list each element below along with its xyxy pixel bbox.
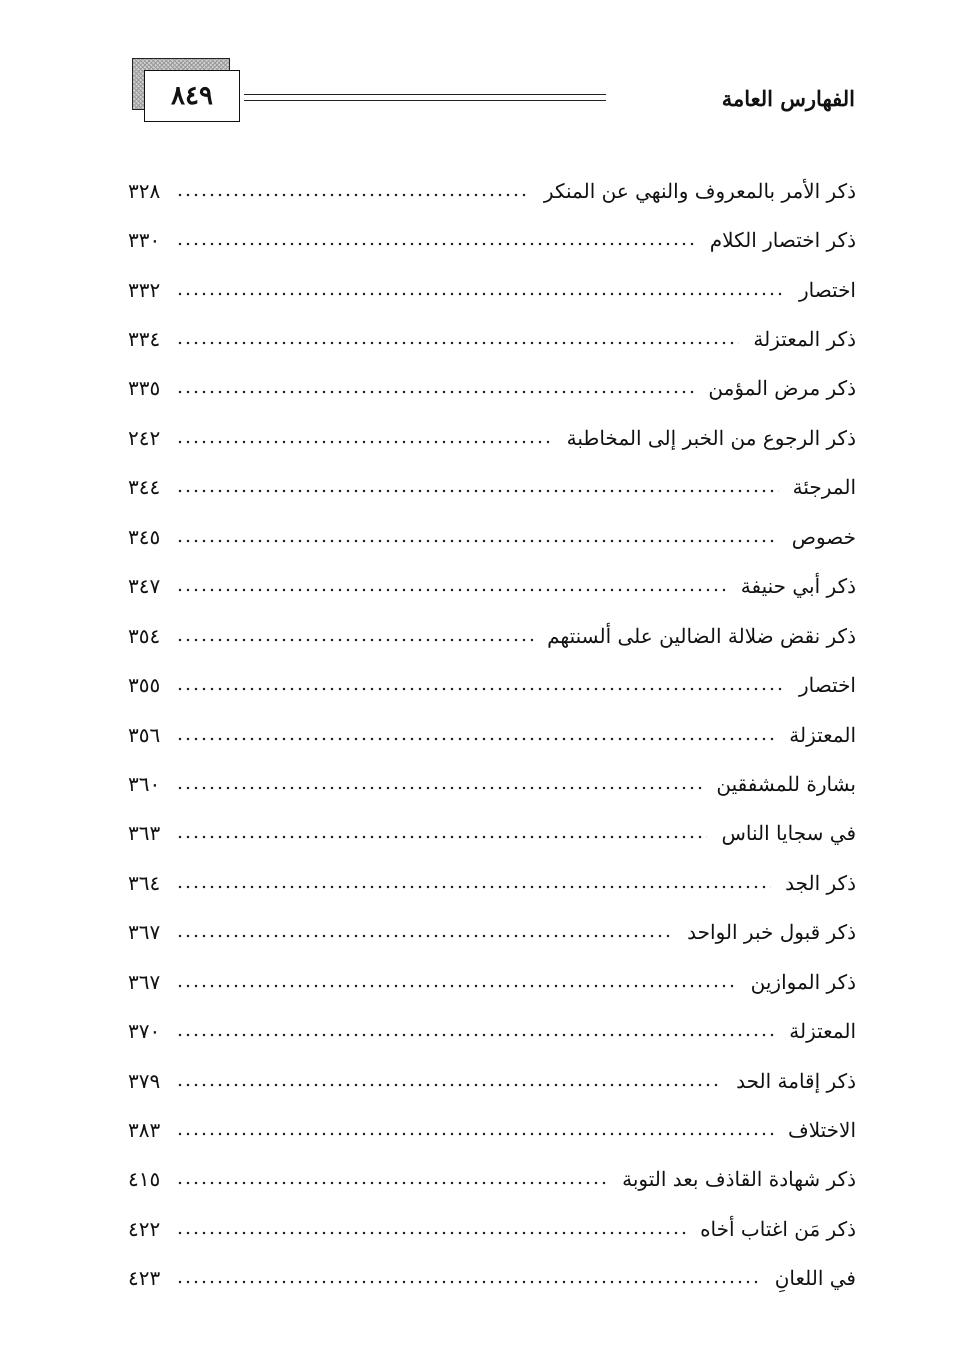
index-entry <box>128 314 856 363</box>
entry-page-number: ٣٣٤ <box>128 327 161 352</box>
entry-title: خصوص <box>791 524 856 549</box>
index-entry <box>128 265 856 314</box>
index-entry <box>128 215 856 264</box>
entry-title: ذكر اختصار الكلام <box>709 228 856 253</box>
dot-leader <box>176 585 727 595</box>
index-entry <box>128 463 856 512</box>
dot-leader <box>176 882 771 892</box>
entry-title: اختصار <box>798 673 856 698</box>
index-entry <box>128 413 856 462</box>
entry-page-number: ٣٦٧ <box>128 969 161 994</box>
entry-title: اختصار <box>798 277 856 302</box>
header-rule <box>244 94 606 101</box>
entry-title: ذكر نقض ضلالة الضالين على ألسنتهم <box>547 623 856 648</box>
entry-title: ذكر شهادة القاذف بعد التوبة <box>622 1167 856 1192</box>
entry-page-number: ٤٢٣ <box>128 1266 161 1291</box>
entry-page-number: ٣٦٧ <box>128 920 161 945</box>
entry-page-number: ٣٣٠ <box>128 228 161 253</box>
entry-page-number: ٣٧٩ <box>128 1068 161 1093</box>
index-entry <box>128 611 856 660</box>
entry-title: ذكر أبي حنيفة <box>740 574 856 599</box>
entry-title: المعتزلة <box>789 722 856 747</box>
entry-title: ذكر المعتزلة <box>753 327 856 352</box>
dot-leader <box>176 289 785 299</box>
index-entry <box>128 1006 856 1055</box>
dot-leader <box>176 1277 761 1287</box>
entry-title: المرجئة <box>792 475 856 500</box>
entry-title: بشارة للمشفقين <box>716 771 856 796</box>
index-entry <box>128 1254 856 1303</box>
entry-page-number: ٣٥٥ <box>128 673 161 698</box>
entry-page-number: ٣٥٦ <box>128 722 161 747</box>
entry-page-number: ٤١٥ <box>128 1167 161 1192</box>
dot-leader <box>176 832 707 842</box>
entry-title: ذكر مرض المؤمن <box>708 376 856 401</box>
dot-leader <box>176 1129 774 1139</box>
index-entry <box>128 660 856 709</box>
entry-title: المعتزلة <box>789 1019 856 1044</box>
entry-page-number: ٣٤٥ <box>128 524 161 549</box>
dot-leader <box>176 783 702 793</box>
dot-leader <box>176 1228 686 1238</box>
entry-page-number: ٤٢٢ <box>128 1216 161 1241</box>
entry-page-number: ٣٣٥ <box>128 376 161 401</box>
entry-page-number: ٣٧٠ <box>128 1019 161 1044</box>
entry-page-number: ٣٦٤ <box>128 870 161 895</box>
index-entry <box>128 166 856 215</box>
dot-leader <box>176 338 739 348</box>
dot-leader <box>176 239 696 249</box>
index-entry <box>128 957 856 1006</box>
entry-page-number: ٣٦٠ <box>128 771 161 796</box>
page-number: ٨٤٩ <box>144 70 240 122</box>
page-number-box <box>132 58 240 122</box>
dot-leader <box>176 931 673 941</box>
index-entry <box>128 908 856 957</box>
dot-leader <box>176 1030 775 1040</box>
entry-title: ذكر الجد <box>785 870 856 895</box>
entry-page-number: ٣٤٧ <box>128 574 161 599</box>
dot-leader <box>176 536 778 546</box>
entry-title: ذكر قبول خبر الواحد <box>687 920 856 945</box>
entry-title: في اللعانِ <box>774 1266 856 1291</box>
entry-page-number: ٣٨٣ <box>128 1118 161 1143</box>
index-entry <box>128 1056 856 1105</box>
index-entry <box>128 809 856 858</box>
dot-leader <box>176 1080 722 1090</box>
index-entry <box>128 710 856 759</box>
entry-title: في سجايا الناس <box>721 821 856 846</box>
entry-page-number: ٣٤٤ <box>128 475 161 500</box>
index-list <box>128 166 856 1303</box>
entry-page-number: ٣٢٨ <box>128 178 161 203</box>
dot-leader <box>176 684 785 694</box>
entry-page-number: ٣٥٤ <box>128 623 161 648</box>
dot-leader <box>176 190 530 200</box>
index-entry <box>128 1105 856 1154</box>
dot-leader <box>176 437 553 447</box>
entry-page-number: ٢٤٢ <box>128 425 161 450</box>
index-entry <box>128 562 856 611</box>
index-entry <box>128 364 856 413</box>
index-entry <box>128 1155 856 1204</box>
dot-leader <box>176 734 775 744</box>
dot-leader <box>176 981 737 991</box>
index-entry <box>128 759 856 808</box>
entry-title: ذكر إقامة الحد <box>736 1068 856 1093</box>
entry-title: ذكر مَن اغتاب أخاه <box>700 1216 856 1241</box>
entry-title: ذكر الموازين <box>750 969 856 994</box>
entry-page-number: ٣٣٢ <box>128 277 161 302</box>
dot-leader <box>176 486 779 496</box>
entry-title: ذكر الرجوع من الخبر إلى المخاطبة <box>566 425 856 450</box>
dot-leader <box>176 635 533 645</box>
index-entry <box>128 512 856 561</box>
entry-page-number: ٣٦٣ <box>128 821 161 846</box>
running-title: الفهارس العامة <box>721 86 855 111</box>
dot-leader <box>176 387 694 397</box>
index-entry <box>128 858 856 907</box>
dot-leader <box>176 1178 608 1188</box>
index-entry <box>128 1204 856 1253</box>
entry-title: الاختلاف <box>787 1118 856 1143</box>
entry-title: ذكر الأمر بالمعروف والنهي عن المنكر <box>543 178 856 203</box>
